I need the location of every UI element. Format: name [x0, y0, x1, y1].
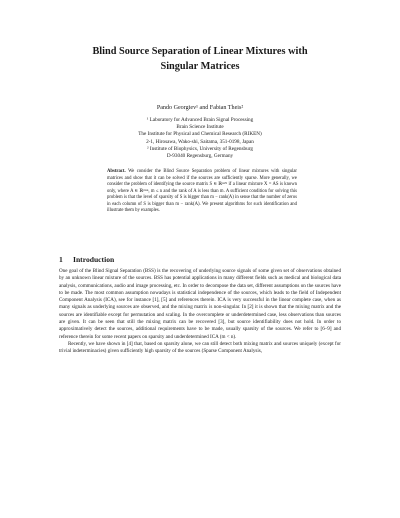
author-list: Pando Georgiev¹ and Fabian Theis² [156, 105, 244, 111]
abstract-label: Abstract. [107, 169, 126, 174]
paragraph: Recently, we have shown in [4] that, based on sparsity alone, we can still detect both mixing matrix and sources uniquely (except for trivial indeterminacies) given sufficiently high sparsity of the sources (Sparse Component Analysis, [59, 340, 341, 355]
section-title: Introduction [73, 255, 115, 264]
affiliation-line: ¹ Laboratory for Advanced Brain Signal Processing [146, 117, 254, 123]
title-line-1: Blind Source Separation of Linear Mixtures with [92, 46, 308, 57]
affiliations [60, 117, 340, 160]
affiliation-line: The Institute for Physical and Chemical Research (RIKEN) [138, 131, 262, 138]
section-number: 1 [59, 255, 63, 264]
abstract [107, 169, 297, 215]
title-line-2: Singular Matrices [160, 61, 240, 72]
paragraph: One goal of the Blind Signal Separation (BSS) is the recovering of underlying source signals of some given set of observations obtained by an unknown linear mixture of the sources. BSS has potential applications in many different fields such as medical and biological data analysis, communications, audio and image processing, etc. In order to decompose the data set, different assumptions on the sources have to be made. The most common assumption nowadays is statistical independence of the sources, which leads to the field of Independent Component Analysis (ICA), see for instance [1], [5] and references therein. ICA is very successful in the linear complete case, when as many signals as underlying sources are observed, and the mixing matrix is non-singular. In [2] it is shown that the mixing matrix and the sources are identifiable except for permutation and scaling. In the overcomplete or underdetermined case, less observations than sources are given. It can be seen that still the mixing matrix can be recovered [3], but source identifiability does not hold. In order to approximatively detect the sources, additional requirements have to be made, usually sparsity of the sources. We refer to [6–9] and reference therein for some recent papers on sparsity and underdetermined ICA (m < n). [59, 268, 341, 340]
paper-title [70, 44, 330, 74]
affiliation-line: Brain Science Institute [176, 124, 224, 131]
abstract-text: We consider the Blind Source Separation problem of linear mixtures with singular matrices and show that it can be solved if the sources are sufficiently sparse. More generally, we consider the problem of identifying the source matrix S ∈ ℝⁿˣᴺ if a linear mixture X = AS is known only, where A ∈ ℝᵐˣⁿ, m ≤ n and the rank of A is less than m. A sufficient condition for solving this problem is that the level of sparsity of S is bigger than m − rank(A) in sense that the number of zeros in each column of S is bigger than m − rank(A). We present algorithms for such identification and illustrate them by examples. [107, 169, 297, 213]
affiliation-line: D-93040 Regensburg, Germany [166, 153, 234, 160]
affiliation-line: ² Institute of Biophysics, University of Regensburg [147, 145, 253, 152]
section-heading [59, 255, 114, 265]
body-text [59, 268, 341, 356]
affiliation-line: 2-1, Hirosawa, Wako-shi, Saitama, 351-0198, Japan [146, 138, 254, 145]
